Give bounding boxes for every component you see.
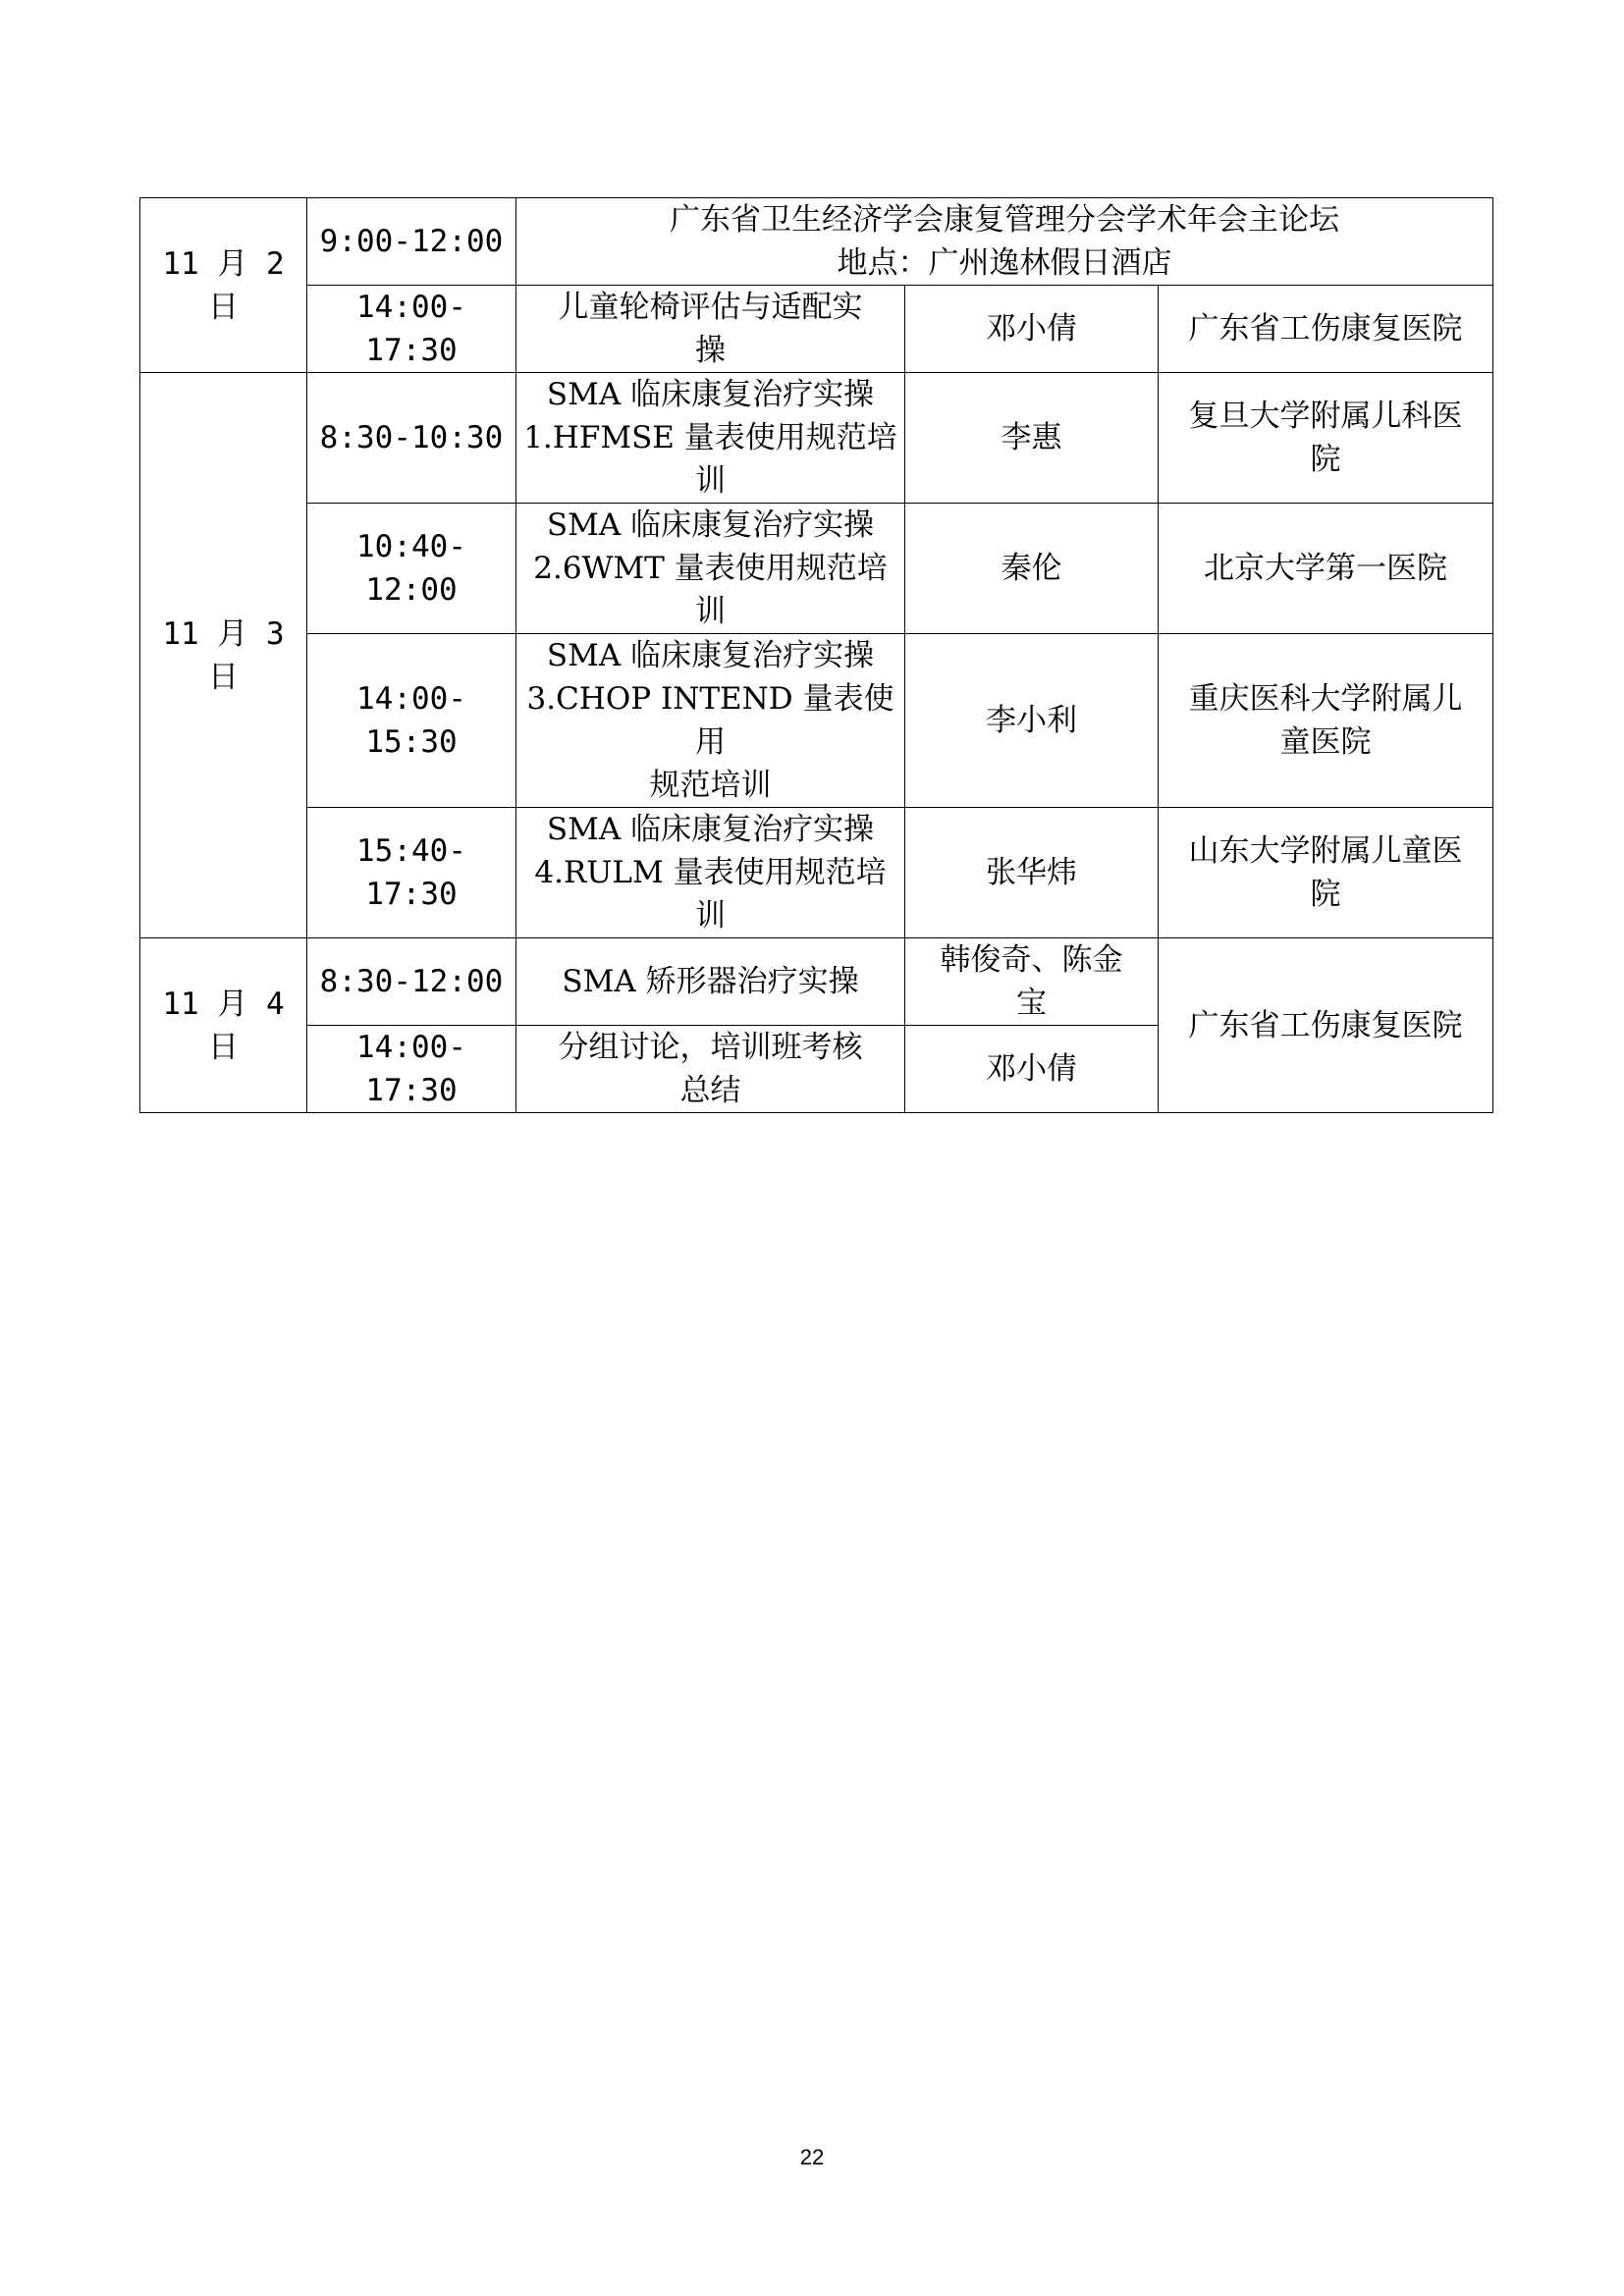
topic-cell: SMA 矫形器治疗实操 bbox=[516, 938, 905, 1026]
topic-cell: 儿童轮椅评估与适配实 操 bbox=[516, 286, 905, 373]
time-cell: 8:30-12:00 bbox=[307, 938, 516, 1026]
time-cell: 14:00-15:30 bbox=[307, 634, 516, 808]
topic-cell: SMA 临床康复治疗实操 1.HFMSE 量表使用规范培 训 bbox=[516, 373, 905, 504]
plenary-cell: 广东省卫生经济学会康复管理分会学术年会主论坛 地点：广州逸林假日酒店 bbox=[516, 198, 1493, 286]
table-row bbox=[140, 504, 1493, 634]
speaker-cell: 李惠 bbox=[905, 373, 1159, 504]
table-row bbox=[140, 634, 1493, 808]
speaker-cell: 李小利 bbox=[905, 634, 1159, 808]
time-cell: 14:00-17:30 bbox=[307, 286, 516, 373]
time-cell: 10:40-12:00 bbox=[307, 504, 516, 634]
date-cell: 11 月 2 日 bbox=[140, 198, 307, 373]
institution-cell: 北京大学第一医院 bbox=[1159, 504, 1493, 634]
topic-cell: SMA 临床康复治疗实操 3.CHOP INTEND 量表使用 规范培训 bbox=[516, 634, 905, 808]
institution-cell: 山东大学附属儿童医 院 bbox=[1159, 808, 1493, 938]
table-row bbox=[140, 938, 1493, 1026]
time-cell: 9:00-12:00 bbox=[307, 198, 516, 286]
topic-cell: 分组讨论，培训班考核 总结 bbox=[516, 1026, 905, 1113]
time-cell: 8:30-10:30 bbox=[307, 373, 516, 504]
date-cell: 11 月 4 日 bbox=[140, 938, 307, 1113]
speaker-cell: 秦伦 bbox=[905, 504, 1159, 634]
institution-cell: 复旦大学附属儿科医 院 bbox=[1159, 373, 1493, 504]
speaker-cell: 韩俊奇、陈金 宝 bbox=[905, 938, 1159, 1026]
institution-cell: 广东省工伤康复医院 bbox=[1159, 286, 1493, 373]
schedule-table bbox=[139, 197, 1493, 1113]
table-row bbox=[140, 198, 1493, 286]
speaker-cell: 邓小倩 bbox=[905, 1026, 1159, 1113]
table-row bbox=[140, 808, 1493, 938]
page-number: 22 bbox=[799, 2145, 825, 2169]
table-row bbox=[140, 286, 1493, 373]
date-cell: 11 月 3 日 bbox=[140, 373, 307, 938]
speaker-cell: 邓小倩 bbox=[905, 286, 1159, 373]
table-row bbox=[140, 373, 1493, 504]
institution-cell: 广东省工伤康复医院 bbox=[1159, 938, 1493, 1113]
topic-cell: SMA 临床康复治疗实操 2.6WMT 量表使用规范培 训 bbox=[516, 504, 905, 634]
topic-cell: SMA 临床康复治疗实操 4.RULM 量表使用规范培 训 bbox=[516, 808, 905, 938]
speaker-cell: 张华炜 bbox=[905, 808, 1159, 938]
institution-cell: 重庆医科大学附属儿 童医院 bbox=[1159, 634, 1493, 808]
time-cell: 14:00-17:30 bbox=[307, 1026, 516, 1113]
time-cell: 15:40-17:30 bbox=[307, 808, 516, 938]
